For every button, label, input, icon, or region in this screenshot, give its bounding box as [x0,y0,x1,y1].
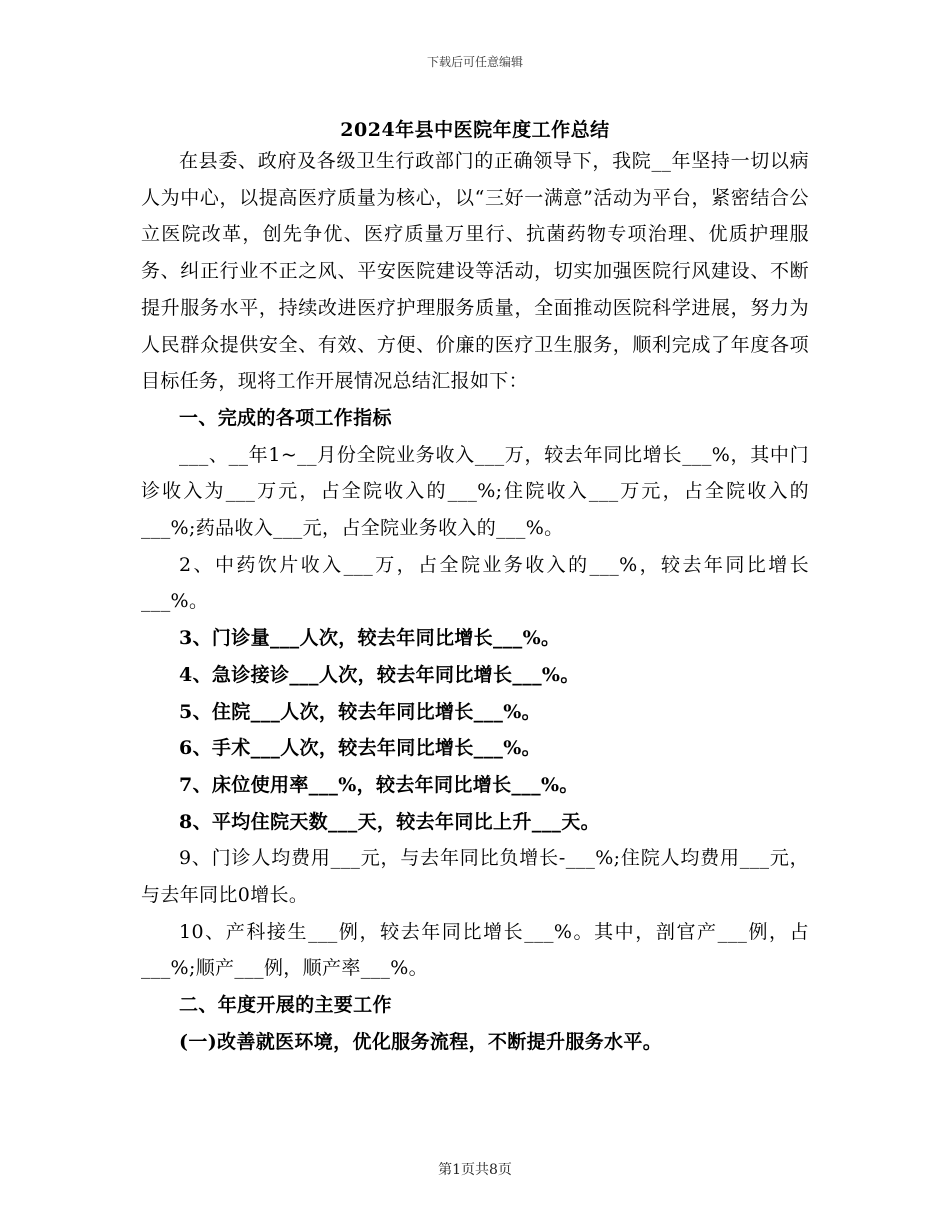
page-header-note: 下载后可任意编辑 [426,55,523,69]
document-title: 2024年县中医院年度工作总结 [340,119,610,141]
indicator-item-7: 7、床位使用率___%，较去年同比增长___%。 [179,773,579,796]
indicator-item-8: 8、平均住院天数___天，较去年同比上升___天。 [179,810,600,833]
intro-paragraph: 在县委、政府及各级卫生行政部门的正确领导下，我院__年坚持一切以病人为中心，以提高医疗质量为核心，以“三好一满意”活动为平台，紧密结合公立医院改革，创先争优、医疗质量万里行、抗菌药物专项治理、优质护理服务、纠正行业不正之风、平安医院建设等活动，切实加强医院行风建设、不断提升服务水平，持续改进医疗护理服务质量，全面推动医院科学进展，努力为人民群众提供安全、有效、方便、价廉的医疗卫生服务，顺利完成了年度各项目标任务，现将工作开展情况总结汇报如下： [141,150,809,393]
subsection-heading-1: (一)改善就医环境，优化服务流程，不断提升服务水平。 [179,1030,663,1053]
indicator-item-4: 4、急诊接诊___人次，较去年同比增长___%。 [179,663,580,686]
indicator-item-1: ___、__年1~__月份全院业务收入___万，较去年同比增长___%，其中门诊收入为___万元，占全院收入的___%;住院收入___万元，占全院收入的___%;药品收入___元，占全院业务收入的___%。 [141,443,809,540]
indicator-item-2: 2、中药饮片收入___万，占全院业务收入的___%，较去年同比增长___%。 [141,553,809,613]
document-body [141,143,809,1061]
indicator-item-6: 6、手术___人次，较去年同比增长___%。 [179,737,541,760]
indicator-item-5: 5、住院___人次，较去年同比增长___%。 [179,700,541,723]
indicator-item-10: 10、产科接生___例，较去年同比增长___%。其中，剖官产___例，占___%;顺产___例，顺产率___%。 [141,920,809,980]
section-heading-2: 二、年度开展的主要工作 [179,994,392,1017]
indicator-item-3: 3、门诊量___人次，较去年同比增长___%。 [179,627,561,650]
page-footer: 第1页共8页 [438,1162,512,1178]
indicator-item-9: 9、门诊人均费用___元，与去年同比负增长-___%;住院人均费用___元，与去年同比0增长。 [141,847,809,907]
section-heading-1: 一、完成的各项工作指标 [179,406,392,429]
